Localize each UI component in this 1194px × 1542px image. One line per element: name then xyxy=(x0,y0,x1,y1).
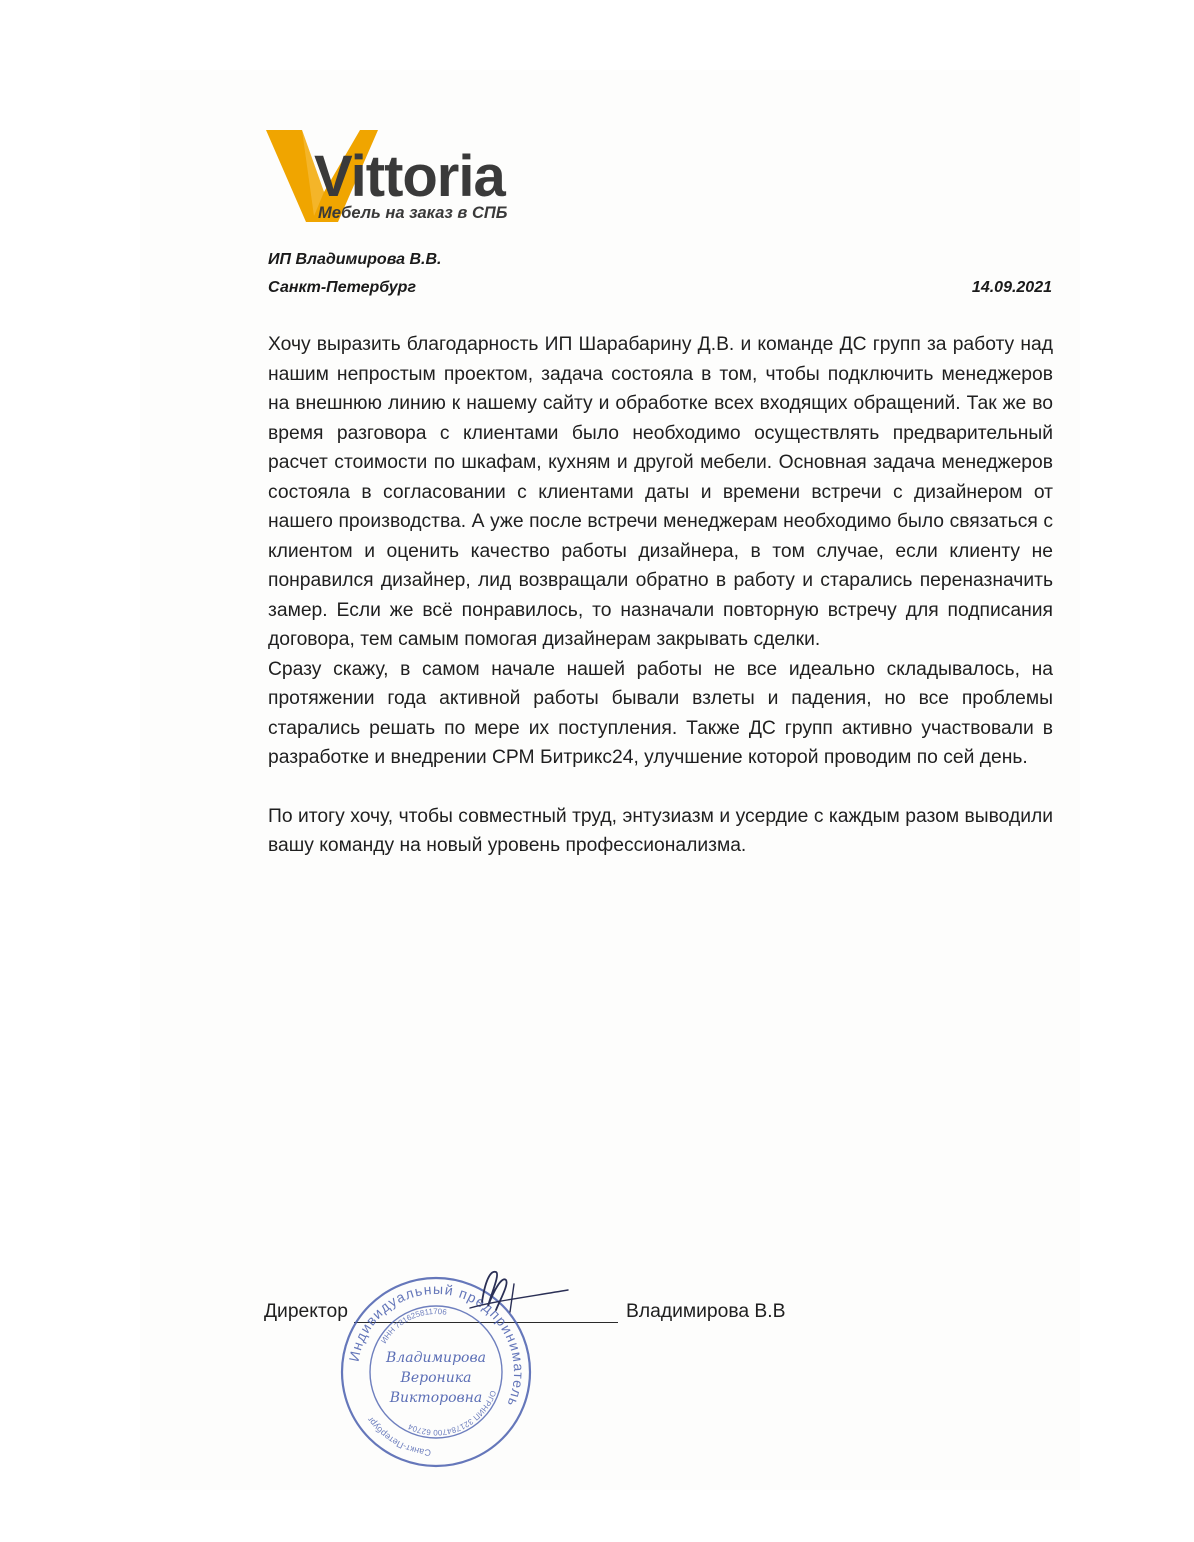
company-logo xyxy=(266,126,586,226)
paragraph-1: Хочу выразить благодарность ИП Шарабарину Д.В. и команде ДС групп за работу над нашим непростым проектом, задача состояла в том, чтобы подключить менеджеров на внешнюю линию к нашему сайту и обработке всех входящих обращений. Так же во время разговора с клиентами было необходимо осуществлять предварительный расчет стоимости по шкафам, кухням и другой мебели. Основная задача менеджеров состояла в согласовании с клиентами даты и времени встречи с дизайнером от нашего производства. А уже после встречи менеджерам необходимо было связаться с клиентом и оценить качество работы дизайнера, в том случае, если клиенту не понравился дизайнер, лид возвращали обратно в работу и старались переназначить замер. Если же всё понравилось, то назначали повторную встречу для подписания договора, тем самым помогая дизайнерам закрывать сделки. xyxy=(268,334,1053,650)
sender-city: Санкт-Петербург xyxy=(268,279,416,296)
stamp-inn: ИНН 781625811706 xyxy=(379,1306,448,1346)
stamp-city: Санкт-Петербург xyxy=(365,1414,432,1458)
stamp-center-line-2: Вероника xyxy=(400,1370,472,1386)
sender-block xyxy=(268,246,441,302)
signature-scribble-icon xyxy=(430,1262,580,1332)
stamp-ring-text: Индивидуальный предприниматель xyxy=(345,1280,528,1410)
vittoria-logo-icon xyxy=(266,126,586,226)
handwritten-signature xyxy=(430,1262,580,1332)
stamp-ogrnip: ОГРНИП 321784700 62704 xyxy=(406,1389,498,1438)
stamp-center-line-1: Владимирова xyxy=(386,1350,486,1366)
paragraph-3: По итогу хочу, чтобы совместный труд, энтузиазм и усердие с каждым разом выводили вашу команду на новый уровень профессионализма. xyxy=(268,805,1053,856)
logo-wordmark: Vittoria xyxy=(314,144,505,209)
paragraph-2: Сразу скажу, в самом начале нашей работы не все идеально складывалось, на протяжении года активной работы бывали взлеты и падения, но все проблемы старались решать по мере их поступления. Также ДС групп активно участвовали в разработке и внедрении СРМ Битрикс24, улучшение которой проводим по сей день. xyxy=(268,658,1053,768)
logo-tagline: Мебель на заказ в СПБ xyxy=(318,204,508,222)
letter-date: 14.09.2021 xyxy=(971,279,1052,296)
sender-name: ИП Владимирова В.В. xyxy=(268,251,442,268)
stamp-center-line-3: Викторовна xyxy=(389,1390,483,1406)
signature-name: Владимирова В.В xyxy=(626,1301,786,1322)
signature-position: Директор xyxy=(264,1301,348,1322)
letter-body xyxy=(268,330,1053,861)
